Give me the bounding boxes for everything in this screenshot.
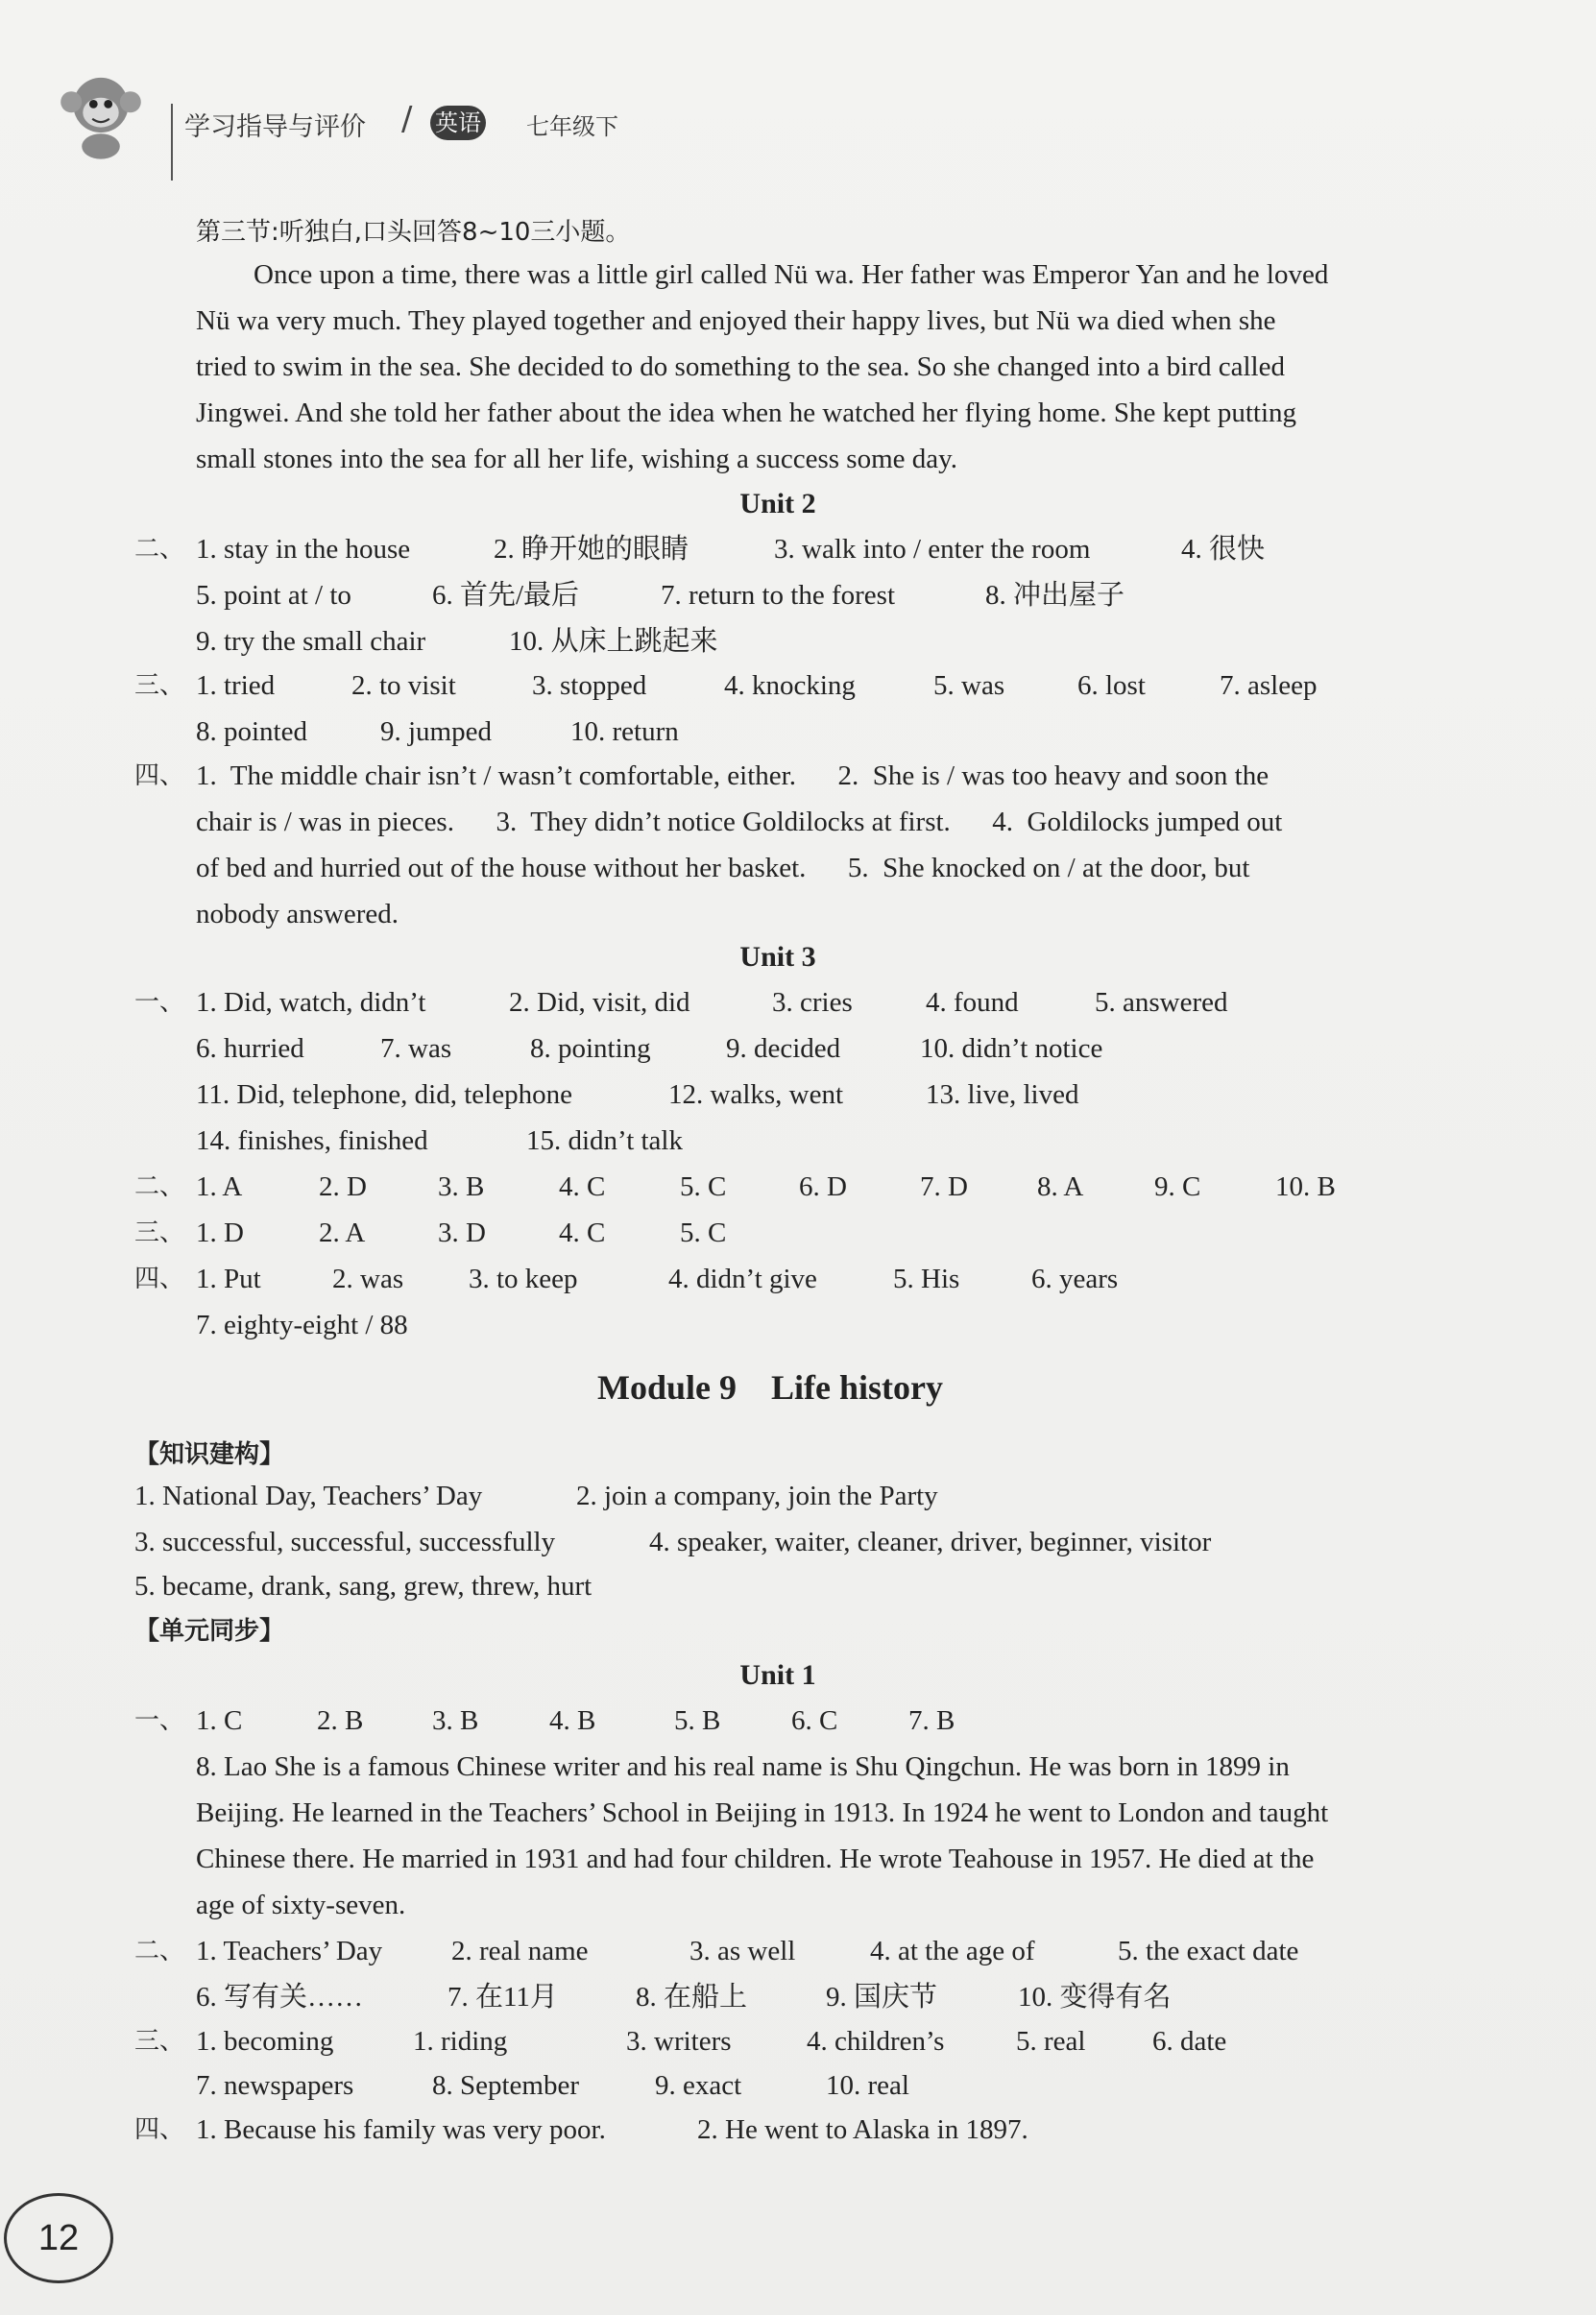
answer-sentence: 1. The middle chair isn’t / wasn’t comfortable, either. 2. She is / was too heavy and soon the	[196, 760, 1270, 791]
answer-item: 5. C	[680, 1218, 727, 1248]
unit2-heading: Unit 2	[739, 488, 816, 519]
answer-item: 3. cries	[772, 987, 853, 1018]
answer-item: 6. 写有关……	[196, 1982, 364, 2013]
answer-item: 3. as well	[689, 1936, 796, 1966]
answer-item: 10. didn’t notice	[920, 1033, 1103, 1064]
page-header	[38, 38, 903, 154]
answer-item: 15. didn’t talk	[526, 1125, 683, 1156]
knowledge-tag: 【知识建构】	[134, 1440, 285, 1469]
answer-item: 3. to keep	[469, 1264, 578, 1294]
passage-line: small stones into the sea for all her life, wishing a success some day.	[196, 444, 958, 474]
passage-line: Once upon a time, there was a little girl called Nü wa. Her father was Emperor Yan and he loved	[254, 259, 1329, 290]
answer-item: 7. newspapers	[196, 2070, 354, 2101]
answer-item: 1. tried	[196, 670, 276, 701]
answer-sentence: Chinese there. He married in 1931 and had four children. He wrote Teahouse in 1957. He died at the	[196, 1844, 1315, 1874]
answer-item: 7. asleep	[1220, 670, 1318, 701]
answer-item: 6. D	[799, 1171, 847, 1202]
answer-item: 1. National Day, Teachers’ Day	[134, 1481, 483, 1511]
answer-item: 2. He went to Alaska in 1897.	[697, 2114, 1028, 2145]
answer-item: 6. 首先/最后	[432, 580, 580, 611]
answer-item: 6. lost	[1077, 670, 1146, 701]
passage-line: tried to swim in the sea. She decided to do something to the sea. So she changed into a bird called	[196, 351, 1285, 382]
answer-item: 5. C	[680, 1171, 727, 1202]
answer-sentence: nobody answered.	[196, 899, 399, 929]
monkey-mascot-icon	[48, 58, 154, 163]
answer-item: 7. return to the forest	[661, 580, 896, 611]
section-label: 四、	[134, 2115, 185, 2144]
section-label: 二、	[134, 1937, 185, 1965]
answer-item: 2. Did, visit, did	[509, 987, 690, 1018]
section-label: 二、	[134, 1172, 185, 1201]
answer-item: 1. Because his family was very poor.	[196, 2114, 606, 2145]
section-label: 四、	[134, 761, 185, 790]
answer-item: 1. C	[196, 1705, 243, 1736]
answer-sentence: chair is / was in pieces. 3. They didn’t notice Goldilocks at first. 4. Goldilocks jumped out	[196, 807, 1283, 837]
answer-item: 8. 在船上	[636, 1982, 748, 2013]
answer-item: 9. 国庆节	[826, 1982, 938, 2013]
passage-line: Nü wa very much. They played together and enjoyed their happy lives, but Nü wa died when she	[196, 305, 1276, 336]
section-label: 三、	[134, 1218, 185, 1247]
header-divider	[171, 104, 173, 181]
answer-item: 3. B	[438, 1171, 485, 1202]
answer-item: 3. stopped	[532, 670, 647, 701]
answer-item: 2. real name	[451, 1936, 589, 1966]
answer-item: 9. decided	[726, 1033, 841, 1064]
answer-item: 4. C	[559, 1171, 606, 1202]
answer-item: 2. B	[317, 1705, 364, 1736]
answer-item: 13. live, lived	[926, 1079, 1079, 1110]
answer-item: 1. Put	[196, 1264, 261, 1294]
answer-item: 8. pointed	[196, 716, 307, 747]
answer-item: 4. didn’t give	[668, 1264, 817, 1294]
answer-item: 4. found	[926, 987, 1019, 1018]
page-number: 12	[4, 2193, 113, 2283]
subject-badge: 英语	[430, 106, 486, 140]
answer-item: 3. D	[438, 1218, 486, 1248]
answer-item: 1. D	[196, 1218, 244, 1248]
answer-item: 2. A	[319, 1218, 366, 1248]
answer-item: 2. join a company, join the Party	[576, 1481, 938, 1511]
answer-item: 9. jumped	[380, 716, 492, 747]
section-label: 一、	[134, 988, 185, 1017]
answer-item: 5. B	[674, 1705, 721, 1736]
answer-item: 7. B	[908, 1705, 955, 1736]
answer-item: 6. date	[1152, 2026, 1227, 2057]
answer-item: 5. real	[1016, 2026, 1086, 2057]
section-label: 一、	[134, 1706, 185, 1735]
answer-item: 10. B	[1275, 1171, 1336, 1202]
answer-item: 8. pointing	[530, 1033, 651, 1064]
answer-sentence: Beijing. He learned in the Teachers’ School in Beijing in 1913. In 1924 he went to London and taught	[196, 1797, 1329, 1828]
answer-item: 7. 在11月	[447, 1982, 558, 2013]
answer-item: 2. was	[332, 1264, 404, 1294]
answer-item: 5. His	[893, 1264, 960, 1294]
answer-item: 7. eighty-eight / 88	[196, 1310, 408, 1340]
answer-item: 9. C	[1154, 1171, 1201, 1202]
section-label: 三、	[134, 2027, 185, 2056]
answer-item: 1. A	[196, 1171, 243, 1202]
header-slash: /	[401, 100, 413, 138]
module-title: Module 9 Life history	[597, 1368, 943, 1407]
section-label: 二、	[134, 535, 185, 564]
unit1-heading: Unit 1	[739, 1659, 816, 1691]
answer-item: 8. 冲出屋子	[985, 580, 1125, 611]
answer-item: 5. point at / to	[196, 580, 351, 611]
sync-tag: 【单元同步】	[134, 1617, 285, 1646]
answer-item: 1. Teachers’ Day	[196, 1936, 383, 1966]
section-label: 四、	[134, 1265, 185, 1293]
answer-item: 10. return	[570, 716, 679, 747]
answer-sentence: of bed and hurried out of the house without her basket. 5. She knocked on / at the door, but	[196, 853, 1250, 883]
book-series-title: 学习指导与评价	[184, 112, 366, 142]
answer-item: 8. A	[1037, 1171, 1084, 1202]
answer-item: 6. hurried	[196, 1033, 304, 1064]
answer-item: 5. became, drank, sang, grew, threw, hurt	[134, 1571, 592, 1602]
answer-item: 3. successful, successful, successfully	[134, 1527, 556, 1557]
answer-item: 1. becoming	[196, 2026, 334, 2057]
answer-item: 1. riding	[413, 2026, 508, 2057]
answer-item: 4. at the age of	[870, 1936, 1035, 1966]
answer-item: 5. the exact date	[1118, 1936, 1299, 1966]
answer-item: 4. knocking	[724, 670, 856, 701]
section3-title: 第三节:听独白,口头回答8~10三小题。	[196, 218, 631, 247]
answer-item: 14. finishes, finished	[196, 1125, 428, 1156]
answer-item: 4. speaker, waiter, cleaner, driver, beginner, visitor	[649, 1527, 1212, 1557]
grade-label: 七年级下	[526, 113, 618, 140]
answer-item: 3. walk into / enter the room	[774, 534, 1091, 565]
answer-item: 4. C	[559, 1218, 606, 1248]
answer-item: 3. B	[432, 1705, 479, 1736]
answer-item: 9. try the small chair	[196, 626, 426, 657]
section-label: 三、	[134, 671, 185, 700]
answer-item: 9. exact	[655, 2070, 742, 2101]
answer-item: 10. real	[826, 2070, 909, 2101]
answer-item: 5. was	[933, 670, 1005, 701]
answer-item: 7. was	[380, 1033, 452, 1064]
answer-item: 12. walks, went	[668, 1079, 844, 1110]
answer-item: 4. B	[549, 1705, 596, 1736]
answer-item: 3. writers	[626, 2026, 732, 2057]
answer-item: 10. 变得有名	[1018, 1982, 1172, 2013]
passage-line: Jingwei. And she told her father about the idea when he watched her flying home. She kept putting	[196, 398, 1297, 428]
answer-item: 4. children’s	[807, 2026, 945, 2057]
answer-sentence: age of sixty-seven.	[196, 1890, 406, 1920]
answer-item: 7. D	[920, 1171, 968, 1202]
unit3-heading: Unit 3	[739, 941, 816, 973]
answer-item: 8. September	[432, 2070, 580, 2101]
answer-item: 2. D	[319, 1171, 367, 1202]
answer-item: 1. stay in the house	[196, 534, 411, 565]
answer-item: 6. C	[791, 1705, 838, 1736]
answer-item: 10. 从床上跳起来	[509, 626, 718, 657]
answer-item: 1. Did, watch, didn’t	[196, 987, 426, 1018]
answer-sentence: 8. Lao She is a famous Chinese writer and his real name is Shu Qingchun. He was born in 1899 in	[196, 1751, 1290, 1782]
answer-item: 5. answered	[1095, 987, 1228, 1018]
answer-item: 11. Did, telephone, did, telephone	[196, 1079, 572, 1110]
answer-item: 4. 很快	[1181, 534, 1266, 565]
answer-item: 2. 睁开她的眼睛	[494, 534, 689, 565]
answer-item: 6. years	[1031, 1264, 1119, 1294]
answer-item: 2. to visit	[351, 670, 456, 701]
